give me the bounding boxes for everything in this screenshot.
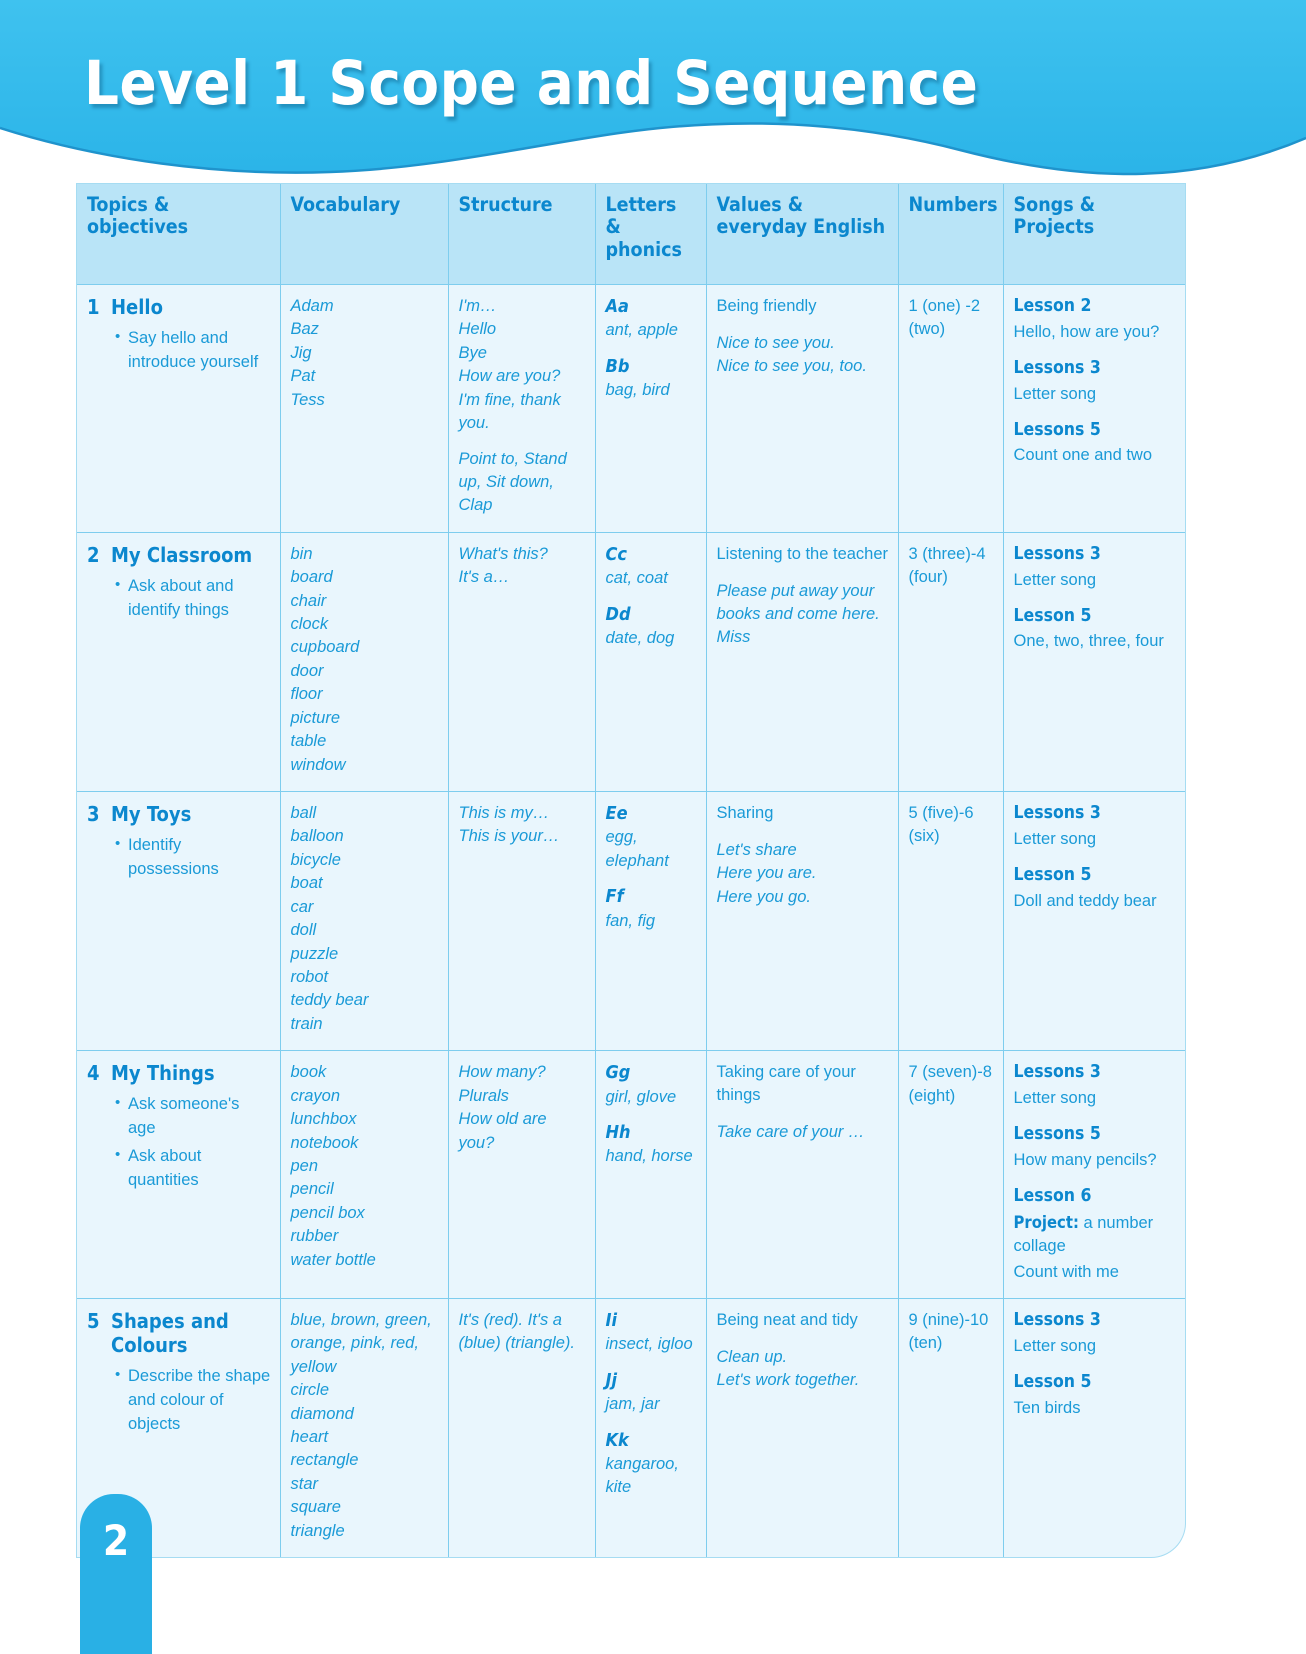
column-header-songs: Songs & Projects <box>1003 184 1185 285</box>
values-heading: Sharing <box>716 804 774 823</box>
song-title: Letter song <box>1013 1336 1097 1355</box>
vocabulary-word: clock <box>290 615 329 634</box>
vocabulary-word: cupboard <box>290 638 360 657</box>
phonics-words: jam, jar <box>605 1395 660 1414</box>
cell-letters-phonics <box>595 792 706 1051</box>
phonics-letter: Bb <box>605 355 630 377</box>
values-phrase: Take care of your … <box>716 1122 865 1141</box>
cell-values-everyday-english <box>706 1298 898 1557</box>
cell-letters-phonics <box>595 1298 706 1557</box>
phonics-letter: Cc <box>605 543 627 565</box>
song-lesson-heading: Lesson 2 <box>1013 296 1092 316</box>
phonics-letter: Jj <box>605 1369 618 1391</box>
song-title: Hello, how are you? <box>1013 322 1160 341</box>
unit-title: My Classroom <box>111 542 253 567</box>
cell-numbers <box>898 532 1003 791</box>
project-label: Project: <box>1013 1212 1079 1232</box>
vocabulary-word: lunchbox <box>290 1110 357 1129</box>
column-header-topics: Topics & objectives <box>77 184 280 285</box>
unit-number: 5 <box>87 1308 100 1333</box>
values-phrase: Please put away your books and come here. <box>716 581 880 623</box>
phonics-letter: Aa <box>605 296 629 317</box>
unit-title: Shapes and Colours <box>111 1308 229 1357</box>
vocabulary-word: pen <box>290 1156 319 1175</box>
numbers-range: 5 (five)-6 (six) <box>908 804 974 846</box>
objectives-list <box>115 834 271 882</box>
structure-line: It's a… <box>458 568 510 587</box>
objectives-list <box>115 1365 271 1437</box>
song-title: How many pencils? <box>1013 1150 1157 1169</box>
cell-structure <box>448 1298 595 1557</box>
numbers-range: 9 (nine)-10 (ten) <box>908 1310 989 1353</box>
header-banner <box>0 0 1306 200</box>
phonics-words: insect, igloo <box>605 1335 693 1354</box>
vocabulary-word: pencil box <box>290 1203 365 1222</box>
song-title: Doll and teddy bear <box>1013 891 1157 910</box>
structure-line: It's (red). It's a (blue) (triangle). <box>458 1310 575 1353</box>
vocabulary-word: water bottle <box>290 1250 376 1269</box>
values-heading: Listening to the teacher <box>716 544 889 563</box>
column-header-structure: Structure <box>448 184 595 285</box>
cell-values-everyday-english <box>706 285 898 533</box>
values-phrase: Here you go. <box>716 887 811 906</box>
song-lesson-heading: Lesson 5 <box>1013 864 1092 885</box>
cell-values-everyday-english <box>706 1051 898 1299</box>
cell-numbers <box>898 792 1003 1051</box>
unit-title: Hello <box>111 295 163 319</box>
song-title: Letter song <box>1013 829 1097 848</box>
cell-vocabulary <box>280 1298 448 1557</box>
vocabulary-word: notebook <box>290 1133 359 1152</box>
vocabulary-word: puzzle <box>290 944 339 963</box>
column-header-vocabulary: Vocabulary <box>280 184 448 285</box>
project-description: a number collage <box>1013 1213 1154 1255</box>
cell-songs-projects <box>1003 532 1185 791</box>
vocabulary-word: heart <box>290 1428 329 1447</box>
vocabulary-word: Pat <box>290 367 316 386</box>
structure-group <box>459 1309 586 1356</box>
vocabulary-word: book <box>290 1063 327 1082</box>
page-number: 2 <box>102 1516 130 1565</box>
vocabulary-word: pencil <box>290 1180 334 1199</box>
vocabulary-word: robot <box>290 967 329 986</box>
values-phrase: Nice to see you, too. <box>716 357 867 376</box>
song-lesson-heading: Lessons 3 <box>1013 1062 1101 1083</box>
vocabulary-word: Adam <box>290 297 334 315</box>
vocabulary-word: balloon <box>290 827 344 846</box>
vocabulary-word: window <box>290 755 346 774</box>
vocabulary-word: ball <box>290 804 317 823</box>
vocabulary-word: blue, brown, green, orange, pink, red, yellow <box>290 1310 432 1376</box>
vocabulary-word: triangle <box>290 1521 345 1540</box>
phonics-letter: Dd <box>605 603 631 625</box>
cell-structure <box>448 792 595 1051</box>
cell-vocabulary <box>280 285 448 533</box>
song-lesson-heading: Lessons 5 <box>1013 1124 1101 1145</box>
structure-line: What's this? <box>458 544 548 563</box>
phonics-words: ant, apple <box>605 321 678 340</box>
numbers-range: 7 (seven)-8 (eight) <box>908 1063 992 1105</box>
objectives-list <box>115 327 271 375</box>
numbers-range: 3 (three)-4 (four) <box>908 544 986 587</box>
values-heading: Being friendly <box>716 297 817 315</box>
cell-numbers <box>898 1298 1003 1557</box>
vocabulary-word: crayon <box>290 1086 341 1105</box>
phonics-letter: Ff <box>605 886 624 908</box>
cell-vocabulary <box>280 532 448 791</box>
cell-vocabulary <box>280 792 448 1051</box>
vocabulary-word: table <box>290 732 327 751</box>
unit-number: 3 <box>87 802 100 827</box>
table-row <box>77 532 1185 791</box>
page-number-tab <box>80 1494 152 1654</box>
song-title: One, two, three, four <box>1013 632 1164 651</box>
vocabulary-word: picture <box>290 708 341 727</box>
structure-group <box>459 802 586 849</box>
column-header-values: Values & everyday English <box>706 184 898 285</box>
song-title: Letter song <box>1013 1088 1097 1107</box>
objective-item: • Identify possessions <box>115 834 271 882</box>
cell-values-everyday-english <box>706 792 898 1051</box>
table-row <box>77 792 1185 1051</box>
vocabulary-word: rubber <box>290 1227 339 1246</box>
phonics-letter: Ee <box>605 803 628 825</box>
phonics-words: kangaroo, kite <box>605 1454 679 1497</box>
numbers-range: 1 (one) -2 (two) <box>908 297 981 339</box>
objectives-list <box>115 1093 271 1193</box>
cell-numbers <box>898 285 1003 533</box>
song-lesson-heading: Lesson 5 <box>1013 605 1092 626</box>
song-lesson-heading: Lessons 3 <box>1013 803 1101 824</box>
table-row <box>77 285 1185 533</box>
song-lesson-heading: Lesson 6 <box>1013 1185 1092 1206</box>
phonics-letter: Kk <box>605 1429 629 1451</box>
values-phrase: Clean up. <box>716 1347 788 1366</box>
phonics-words: bag, bird <box>605 381 670 400</box>
values-heading: Taking care of your things <box>716 1063 856 1104</box>
vocabulary-word: chair <box>290 591 327 610</box>
cell-songs-projects <box>1003 1051 1185 1299</box>
phonics-words: date, dog <box>605 629 675 647</box>
song-lesson-heading: Lessons 5 <box>1013 419 1101 440</box>
cell-topics-objectives <box>77 1051 280 1299</box>
column-header-letters: Letters & phonics <box>595 184 706 285</box>
vocabulary-word: floor <box>290 685 323 704</box>
cell-values-everyday-english <box>706 532 898 791</box>
vocabulary-word: boat <box>290 874 323 893</box>
structure-group <box>459 1061 586 1155</box>
objective-item: • Ask about quantities <box>115 1145 271 1193</box>
scope-and-sequence-table <box>77 184 1185 1557</box>
cell-songs-projects <box>1003 792 1185 1051</box>
phonics-words: hand, horse <box>605 1147 693 1166</box>
structure-line: Bye <box>458 343 487 362</box>
scope-and-sequence-table-container <box>77 184 1185 1557</box>
vocabulary-word: teddy bear <box>290 991 369 1010</box>
song-title: Letter song <box>1013 570 1097 589</box>
structure-line: How many? <box>458 1063 546 1082</box>
cell-topics-objectives <box>77 532 280 791</box>
vocabulary-word: doll <box>290 921 317 940</box>
vocabulary-word: board <box>290 568 333 587</box>
objective-item: • Ask someone's age <box>115 1093 271 1141</box>
structure-line: How old are you? <box>458 1110 547 1152</box>
song-title: Letter song <box>1013 384 1097 403</box>
structure-group <box>459 448 586 518</box>
values-phrase: Miss <box>716 628 751 647</box>
unit-number: 2 <box>87 542 100 567</box>
cell-letters-phonics <box>595 532 706 791</box>
column-header-numbers: Numbers <box>898 184 1003 285</box>
vocabulary-word: bicycle <box>290 850 341 869</box>
vocabulary-word: diamond <box>290 1404 354 1423</box>
phonics-words: cat, coat <box>605 569 668 588</box>
vocabulary-word: Jig <box>290 343 312 362</box>
phonics-words: girl, glove <box>605 1087 677 1106</box>
values-phrase: Let's share <box>716 840 797 859</box>
song-lesson-heading: Lessons 3 <box>1013 543 1101 564</box>
unit-number: 1 <box>87 295 100 319</box>
table-body <box>77 285 1185 1558</box>
vocabulary-word: bin <box>290 544 313 563</box>
structure-group <box>459 295 586 436</box>
cell-structure <box>448 1051 595 1299</box>
phonics-words: fan, fig <box>605 911 656 930</box>
objectives-list <box>115 575 271 623</box>
table-row <box>77 1298 1185 1557</box>
cell-songs-projects <box>1003 285 1185 533</box>
song-lesson-heading: Lesson 5 <box>1013 1371 1092 1392</box>
vocabulary-word: star <box>290 1474 319 1493</box>
song-title: Count with me <box>1013 1262 1119 1281</box>
structure-line: Hello <box>458 320 497 339</box>
cell-topics-objectives <box>77 285 280 533</box>
cell-vocabulary <box>280 1051 448 1299</box>
vocabulary-word: circle <box>290 1381 330 1400</box>
phonics-letter: Gg <box>605 1062 631 1084</box>
unit-title: My Toys <box>111 802 192 827</box>
values-phrase: Here you are. <box>716 864 817 883</box>
vocabulary-word: Baz <box>290 320 319 339</box>
objective-item: • Ask about and identify things <box>115 575 271 623</box>
project-line <box>1014 1211 1177 1258</box>
cell-letters-phonics <box>595 1051 706 1299</box>
song-title: Ten birds <box>1013 1398 1081 1417</box>
structure-line: Point to, Stand up, Sit down, Clap <box>458 449 567 515</box>
vocabulary-word: door <box>290 661 324 680</box>
phonics-words: egg, elephant <box>605 828 669 870</box>
values-phrase: Let's work together. <box>716 1371 860 1390</box>
cell-structure <box>448 532 595 791</box>
cell-structure <box>448 285 595 533</box>
phonics-letter: Ii <box>605 1309 618 1331</box>
structure-line: This is your… <box>458 827 560 846</box>
cell-topics-objectives <box>77 792 280 1051</box>
structure-line: This is my… <box>458 804 550 823</box>
unit-number: 4 <box>87 1061 100 1086</box>
values-heading: Being neat and tidy <box>716 1310 858 1329</box>
song-lesson-heading: Lessons 3 <box>1013 1309 1101 1330</box>
objective-item: • Describe the shape and colour of objects <box>115 1365 271 1437</box>
structure-line: How are you? I'm fine, thank you. <box>458 367 561 433</box>
cell-numbers <box>898 1051 1003 1299</box>
vocabulary-word: Tess <box>290 390 325 409</box>
page-title: Level 1 Scope and Sequence <box>84 48 979 119</box>
song-title: Count one and two <box>1013 446 1153 465</box>
objective-item: • Say hello and introduce yourself <box>115 327 271 375</box>
vocabulary-word: square <box>290 1498 341 1517</box>
song-lesson-heading: Lessons 3 <box>1013 357 1101 378</box>
cell-songs-projects <box>1003 1298 1185 1557</box>
values-phrase: Nice to see you. <box>716 333 835 352</box>
structure-line: I'm… <box>458 297 497 315</box>
phonics-letter: Hh <box>605 1122 631 1144</box>
structure-line: Plurals <box>458 1086 509 1105</box>
structure-group <box>459 543 586 590</box>
vocabulary-word: rectangle <box>290 1451 359 1470</box>
cell-letters-phonics <box>595 285 706 533</box>
table-row <box>77 1051 1185 1299</box>
unit-title: My Things <box>111 1061 215 1086</box>
vocabulary-word: train <box>290 1014 323 1033</box>
vocabulary-word: car <box>290 897 314 916</box>
